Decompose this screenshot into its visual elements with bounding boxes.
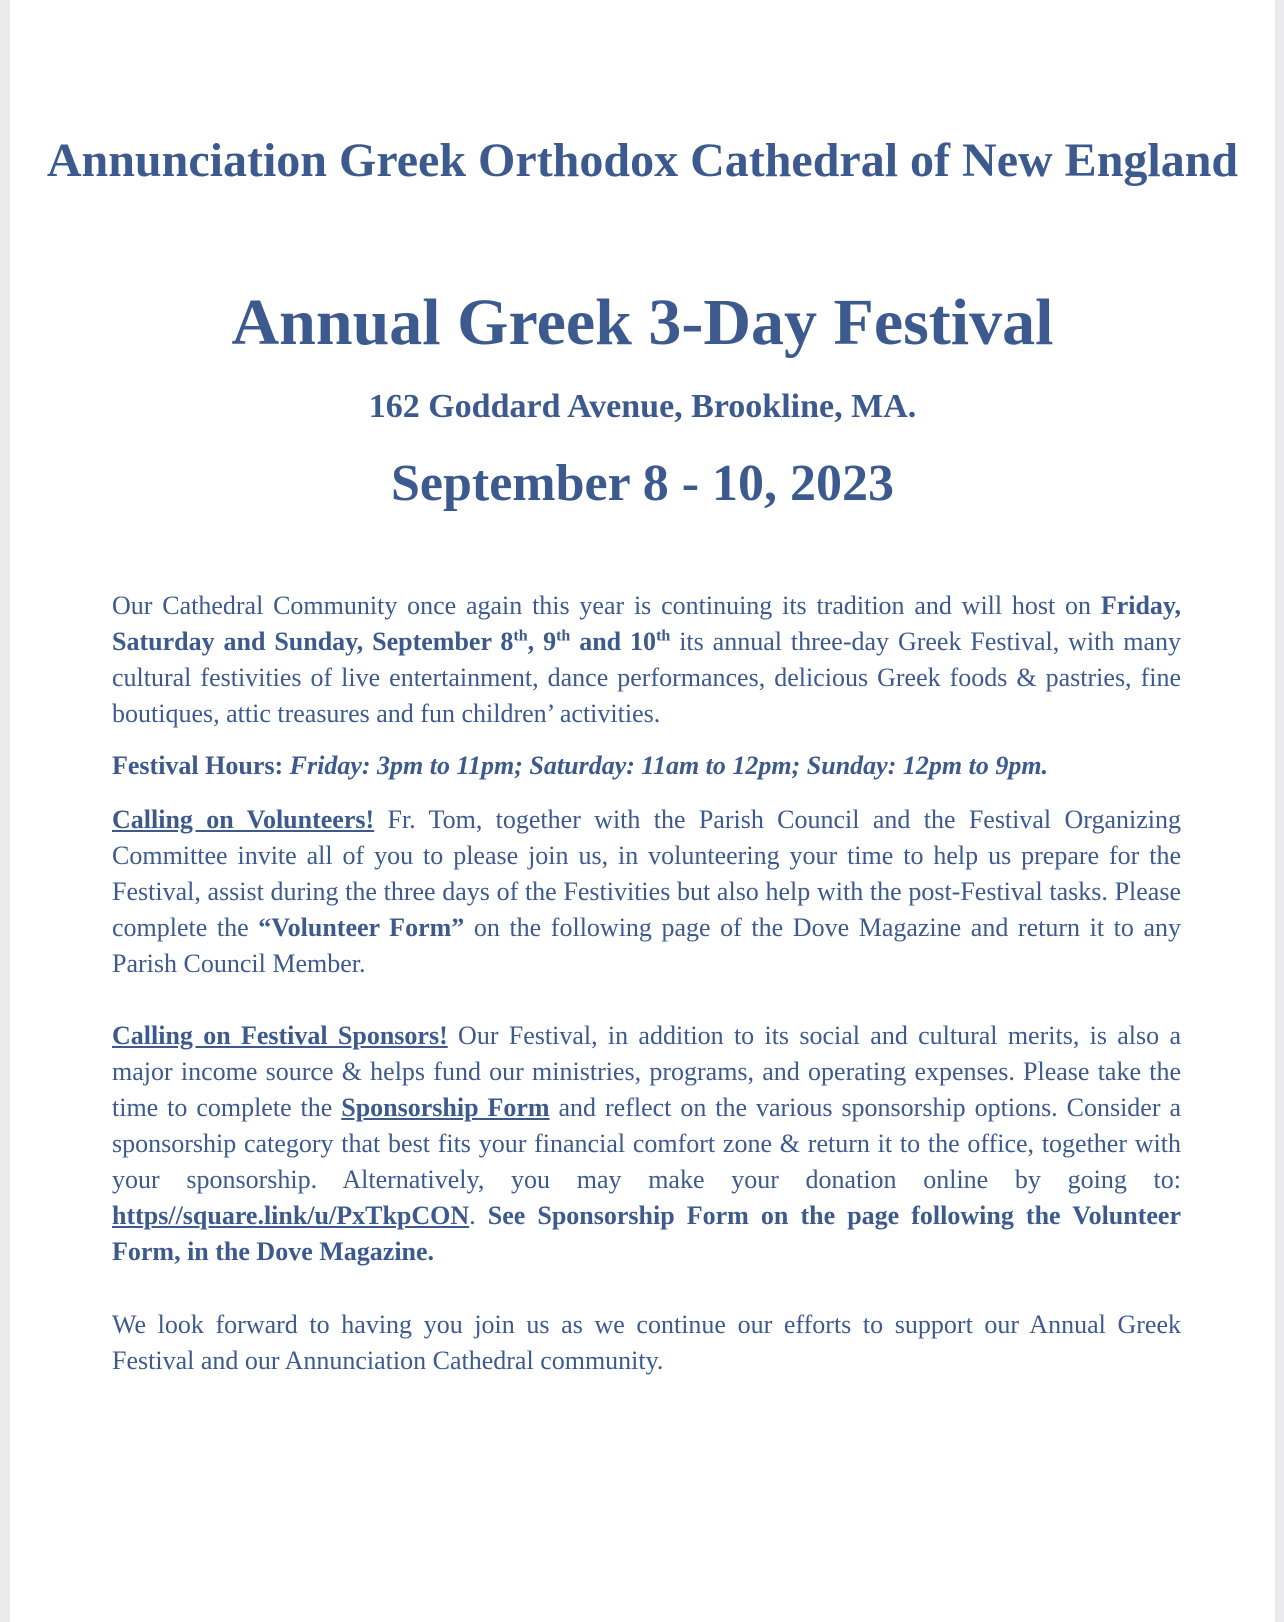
church-name: Annunciation Greek Orthodox Cathedral of New England — [46, 134, 1239, 187]
intro-text-2: its annual three-day Greek Festival, with many cultural festivities of live entertainment, dance performances, delicious Greek foods & pastries, fine boutiques, attic treasures and fun children’ activities. — [112, 627, 1182, 728]
sponsors-paragraph — [112, 1018, 1181, 1270]
sponsors-text-2: and reflect on the various sponsorship options. Consider a sponsorship category that best fits your financial comfort zone & return it to the office, together with your sponsorship. Alternatively, you may make your donation online by going to: — [112, 1093, 1181, 1194]
sponsors-text-1: Our Festival, in addition to its social and cultural merits, is also a major income source & helps fund our ministries, programs, and operating expenses. Please take the time to complete the — [112, 1021, 1181, 1122]
volunteers-heading: Calling on Volunteers! — [112, 805, 375, 834]
sup-th-2: th — [556, 627, 571, 645]
volunteer-form-name: “Volunteer Form” — [258, 913, 465, 942]
closing-paragraph: We look forward to having you join us as we continue our efforts to support our Annual Greek Festival and our Annunciation Cathedral community. — [112, 1310, 1181, 1375]
festival-title: Annual Greek 3-Day Festival — [231, 286, 1054, 359]
intro-paragraph — [112, 588, 1181, 732]
volunteers-text-1: Fr. Tom, together with the Parish Council and the Festival Organizing Committee invite all of you to please join us, in volunteering your time to help us prepare for the Festival, assist during the three days of the Festivities but also help with the post-Festival tasks. Please complete the — [112, 805, 1181, 942]
sponsors-heading: Calling on Festival Sponsors! — [112, 1021, 448, 1050]
sup-th-1: th — [513, 627, 528, 645]
sponsorship-form-link[interactable]: Sponsorship Form — [341, 1093, 550, 1122]
festival-address: 162 Goddard Avenue, Brookline, MA. — [368, 388, 917, 425]
hours-schedule: Friday: 3pm to 11pm; Saturday: 11am to 12pm; Sunday: 12pm to 9pm. — [289, 751, 1049, 780]
intro-days-3: and 10 — [570, 627, 657, 656]
intro-days-1: Friday, Saturday and Sunday, September 8 — [112, 591, 1181, 656]
hours-paragraph — [112, 748, 1181, 784]
sup-th-3: th — [656, 627, 671, 645]
intro-days-2: , 9 — [527, 627, 557, 656]
festival-dates: September 8 - 10, 2023 — [390, 455, 895, 512]
document-page — [10, 0, 1275, 1622]
sponsors-closing: See Sponsorship Form on the page following the Volunteer Form, in the Dove Magazine. — [112, 1201, 1182, 1266]
volunteers-paragraph — [112, 802, 1181, 982]
volunteers-text-2: on the following page of the Dove Magazine and return it to any Parish Council Member. — [112, 913, 1181, 978]
donation-url-link[interactable]: https//square.link/u/PxTkpCON — [112, 1201, 470, 1230]
sponsors-text-3: . — [469, 1201, 488, 1230]
intro-text-1: Our Cathedral Community once again this year is continuing its tradition and will host on — [112, 591, 1101, 620]
hours-label: Festival Hours: — [112, 751, 290, 780]
